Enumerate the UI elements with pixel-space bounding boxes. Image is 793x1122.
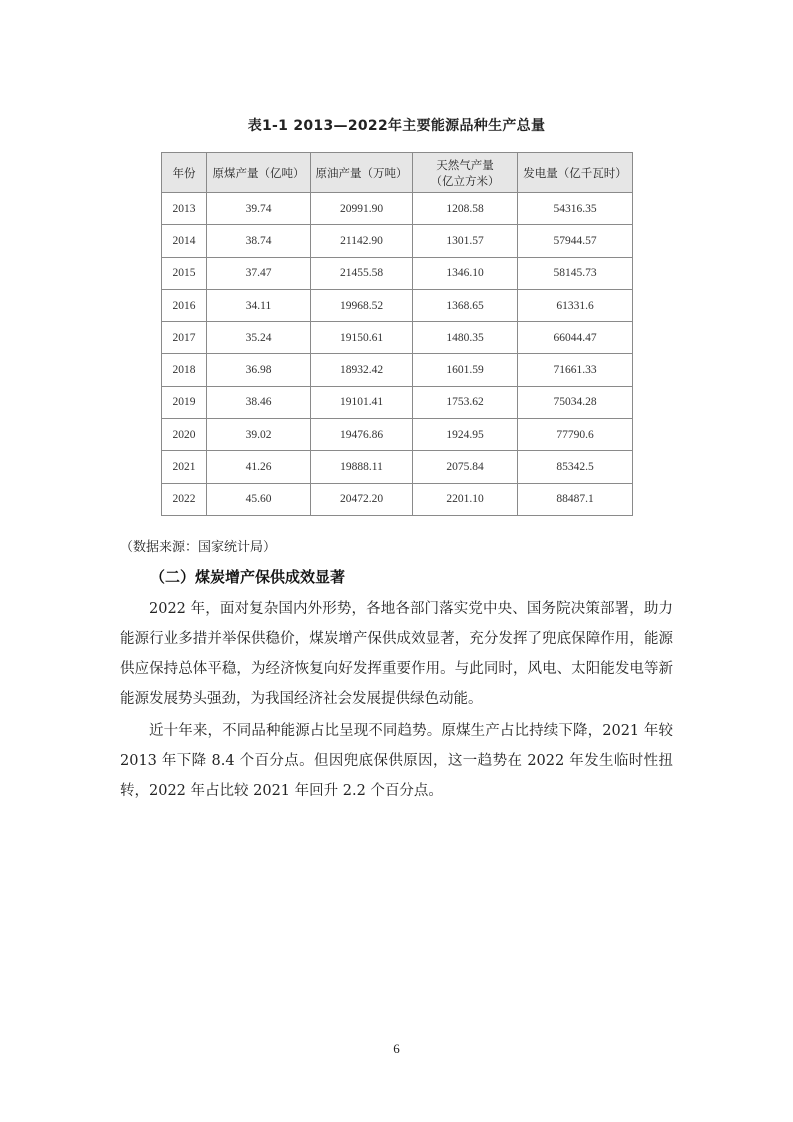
table-row [162,257,633,289]
table-cell: 75034.28 [518,386,633,418]
table-cell: 1601.59 [413,354,518,386]
table-cell: 21455.58 [311,257,413,289]
table-row [162,193,633,225]
table-cell: 2013 [162,193,207,225]
source-note: （数据来源：国家统计局） [120,540,277,555]
table-cell: 2017 [162,322,207,354]
table-cell: 1480.35 [413,322,518,354]
table-row [162,386,633,418]
table-cell: 19888.11 [311,451,413,483]
table-cell: 1924.95 [413,419,518,451]
column-header: 原煤产量（亿吨） [207,153,311,193]
table-cell: 88487.1 [518,483,633,515]
table-cell: 35.24 [207,322,311,354]
table-row [162,322,633,354]
table-cell: 61331.6 [518,289,633,321]
table-cell: 2018 [162,354,207,386]
table-cell: 2022 [162,483,207,515]
section-heading: （二）煤炭增产保供成效显著 [150,568,346,586]
table-cell: 77790.6 [518,419,633,451]
table-cell: 2020 [162,419,207,451]
table-cell: 45.60 [207,483,311,515]
table-cell: 39.02 [207,419,311,451]
table-cell: 1301.57 [413,225,518,257]
table-cell: 1753.62 [413,386,518,418]
table-cell: 2019 [162,386,207,418]
table-cell: 2016 [162,289,207,321]
table-cell: 2075.84 [413,451,518,483]
table-cell: 20472.20 [311,483,413,515]
table-cell: 19101.41 [311,386,413,418]
table-cell: 39.74 [207,193,311,225]
table-title: 表1-1 2013—2022年主要能源品种生产总量 [247,118,546,134]
table-cell: 1346.10 [413,257,518,289]
table-cell: 2021 [162,451,207,483]
table-cell: 85342.5 [518,451,633,483]
table-cell: 38.46 [207,386,311,418]
table-cell: 34.11 [207,289,311,321]
table-cell: 19476.86 [311,419,413,451]
table-header-row [162,153,633,193]
energy-production-table [161,152,633,516]
table-cell: 66044.47 [518,322,633,354]
table-cell: 21142.90 [311,225,413,257]
paragraph: 近十年来，不同品种能源占比呈现不同趋势。原煤生产占比持续下降，2021 年较 2013 年下降 8.4 个百分点。但因兜底保供原因，这一趋势在 2022 年发生临时性扭转，2022 年占比较 2021 年回升 2.2 个百分点。 [120,723,673,799]
table-cell: 71661.33 [518,354,633,386]
table-row [162,483,633,515]
table-row [162,225,633,257]
column-header: 天然气产量 （亿立方米） [413,153,518,193]
table-cell: 2014 [162,225,207,257]
table-row [162,419,633,451]
table-cell: 20991.90 [311,193,413,225]
column-header: 发电量（亿千瓦时） [518,153,633,193]
table-body [162,193,633,516]
table-cell: 19150.61 [311,322,413,354]
table-cell: 41.26 [207,451,311,483]
table-cell: 2015 [162,257,207,289]
table-cell: 57944.57 [518,225,633,257]
table-cell: 18932.42 [311,354,413,386]
table-row [162,354,633,386]
table-cell: 54316.35 [518,193,633,225]
page-number: 6 [393,1041,400,1056]
table-cell: 37.47 [207,257,311,289]
paragraph: 2022 年，面对复杂国内外形势，各地各部门落实党中央、国务院决策部署，助力能源行业多措并举保供稳价，煤炭增产保供成效显著，充分发挥了兜底保障作用，能源供应保持总体平稳，为经济恢复向好发挥重要作用。与此同时，风电、太阳能发电等新能源发展势头强劲，为我国经济社会发展提供绿色动能。 [120,601,673,707]
table-cell: 19968.52 [311,289,413,321]
table-cell: 2201.10 [413,483,518,515]
table-row [162,289,633,321]
column-header: 年份 [162,153,207,193]
table-cell: 36.98 [207,354,311,386]
table-cell: 1368.65 [413,289,518,321]
table-cell: 58145.73 [518,257,633,289]
column-header: 原油产量（万吨） [311,153,413,193]
table-row [162,451,633,483]
table-cell: 38.74 [207,225,311,257]
table-cell: 1208.58 [413,193,518,225]
